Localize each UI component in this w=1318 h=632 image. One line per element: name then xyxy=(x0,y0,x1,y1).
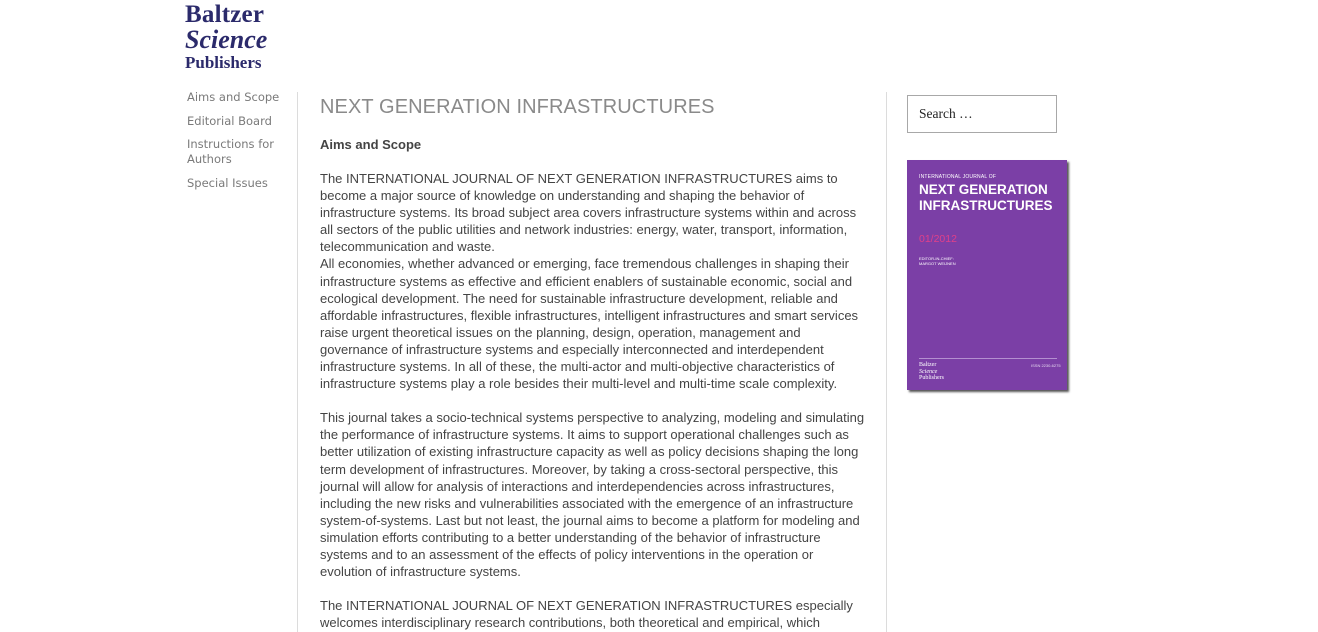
cover-editor-label: EDITOR-IN-CHIEF: xyxy=(919,256,954,261)
main-content xyxy=(320,95,868,631)
nav-item-instructions-for-authors[interactable]: Instructions for Authors xyxy=(187,137,275,166)
cover-title-line2: INFRASTRUCTURES xyxy=(919,198,1053,213)
search-input[interactable] xyxy=(908,96,1049,132)
publisher-logo[interactable] xyxy=(185,2,285,71)
logo-line-baltzer: Baltzer xyxy=(185,1,265,28)
paragraph-economies: All economies, whether advanced or emerging, face tremendous challenges in shaping their infrastructure systems as effective and efficient enablers of sustainable economic, social and ecological development. The need for sustainable infrastructure development, reliable and affordable infrastructures, flexible infrastructures, intelligent infrastructures and smart services raise urgent theoretical issues on the planning, design, operation, management and governance of infrastructure systems and especially interconnected and interdependent infrastructure systems. In all of these, the multi-actor and multi-objective characteristics of infrastructure systems play a role besides their multi-level and multi-time scale complexity. xyxy=(320,256,859,392)
cover-editor-name: MARGOT WEIJNEN xyxy=(919,261,956,266)
cover-title-line1: NEXT GENERATION xyxy=(919,182,1048,197)
cover-publisher-logo xyxy=(919,362,959,382)
right-divider xyxy=(886,92,887,632)
cover-publisher-line1: Baltzer xyxy=(919,362,937,368)
paragraph-perspective: This journal takes a socio-technical systems perspective to analyzing, modeling and simulating the performance of infrastructure systems. It aims to support operational challenges such as better utilization of existing infrastructure capacity as well as policy decisions shaping the long term development of infrastructures. Moreover, by taking a cross-sectoral perspective, this journal will allow for analysis of interactions and interdependencies across infrastructures, including the new risks and vulnerabilities associated with the emergence of an infrastructure system-of-systems. Last but not least, the journal aims to become a platform for modeling and simulation efforts contributing to a better understanding of the behavior of infrastructure systems and to an assessment of the effects of policy interventions in the operation or evolution of infrastructure systems. xyxy=(320,410,865,580)
cover-title xyxy=(919,182,1059,214)
paragraph-welcomes: The INTERNATIONAL JOURNAL OF NEXT GENERATION INFRASTRUCTURES especially welcomes interdisciplinary research contributions, both theoretical and empirical, which xyxy=(320,598,853,631)
cover-journal-prefix: INTERNATIONAL JOURNAL OF xyxy=(919,174,997,180)
cover-editor xyxy=(919,256,956,266)
left-divider xyxy=(297,92,298,632)
nav-item-editorial-board[interactable]: Editorial Board xyxy=(187,113,272,128)
nav-item-aims-and-scope[interactable]: Aims and Scope xyxy=(187,90,280,104)
section-heading: Aims and Scope xyxy=(320,137,422,152)
journal-cover-image[interactable] xyxy=(907,160,1067,390)
logo-line-publishers: Publishers xyxy=(185,53,262,72)
paragraph-intro: The INTERNATIONAL JOURNAL OF NEXT GENERATION INFRASTRUCTURES aims to become a major source of knowledge on understanding and shaping the behavior of infrastructure systems. Its broad subject area covers infrastructure systems within and across all sectors of the public utilities and network industries: energy, water, transport, information, telecommunication and waste. xyxy=(320,171,857,255)
page-title: NEXT GENERATION INFRASTRUCTURES xyxy=(320,96,715,118)
cover-issue: 01/2012 xyxy=(919,233,957,245)
sidebar-nav xyxy=(187,90,287,199)
cover-issn: ISSN 2230-6275 xyxy=(1031,363,1061,368)
cover-divider xyxy=(919,358,1057,359)
logo-line-science: Science xyxy=(185,25,268,54)
nav-item-special-issues[interactable]: Special Issues xyxy=(187,175,268,190)
search-box xyxy=(907,95,1057,133)
cover-publisher-line3: Publishers xyxy=(919,375,945,381)
cover-publisher-line2: Science xyxy=(919,368,938,375)
